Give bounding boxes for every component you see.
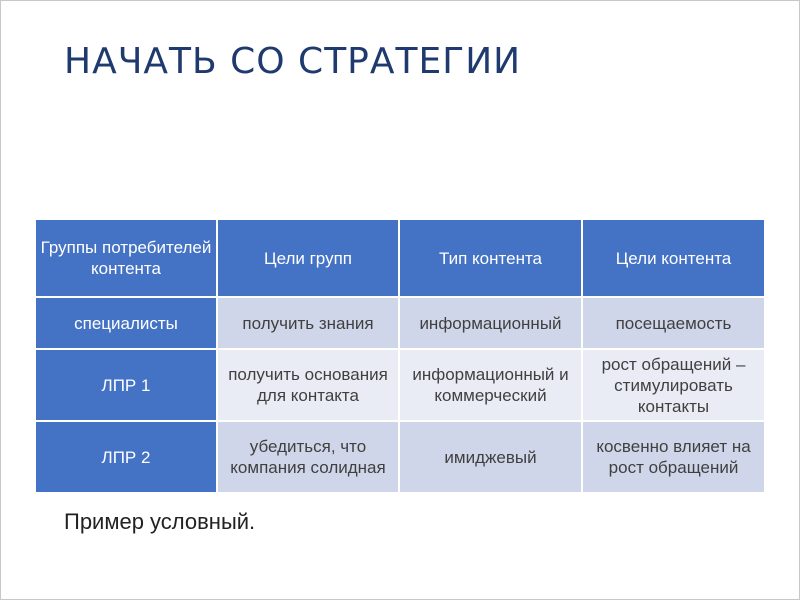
row-header-cell: ЛПР 1 xyxy=(35,349,217,421)
example-note: Пример условный. xyxy=(64,509,256,534)
header-cell-content-type: Тип контента xyxy=(399,219,582,297)
table-header-row xyxy=(35,219,765,297)
table-row xyxy=(35,297,765,349)
table-cell: информационный xyxy=(399,297,582,349)
table-cell: косвенно влияет на рост обращений xyxy=(582,421,765,493)
slide-title: НАЧАТЬ СО СТРАТЕГИИ xyxy=(64,41,522,82)
table-cell: имиджевый xyxy=(399,421,582,493)
row-header-cell: специалисты xyxy=(35,297,217,349)
header-cell-groups: Группы потребителей контента xyxy=(35,219,217,297)
table-cell: информационный и коммерческий xyxy=(399,349,582,421)
table-cell: получить знания xyxy=(217,297,399,349)
table-cell: убедиться, что компания солидная xyxy=(217,421,399,493)
table-cell: получить основания для контакта xyxy=(217,349,399,421)
table-cell: посещаемость xyxy=(582,297,765,349)
content-strategy-table xyxy=(34,218,766,494)
header-cell-content-goals: Цели контента xyxy=(582,219,765,297)
header-cell-group-goals: Цели групп xyxy=(217,219,399,297)
table-row xyxy=(35,349,765,421)
table-row xyxy=(35,421,765,493)
table-cell: рост обращений – стимулировать контакты xyxy=(582,349,765,421)
row-header-cell: ЛПР 2 xyxy=(35,421,217,493)
